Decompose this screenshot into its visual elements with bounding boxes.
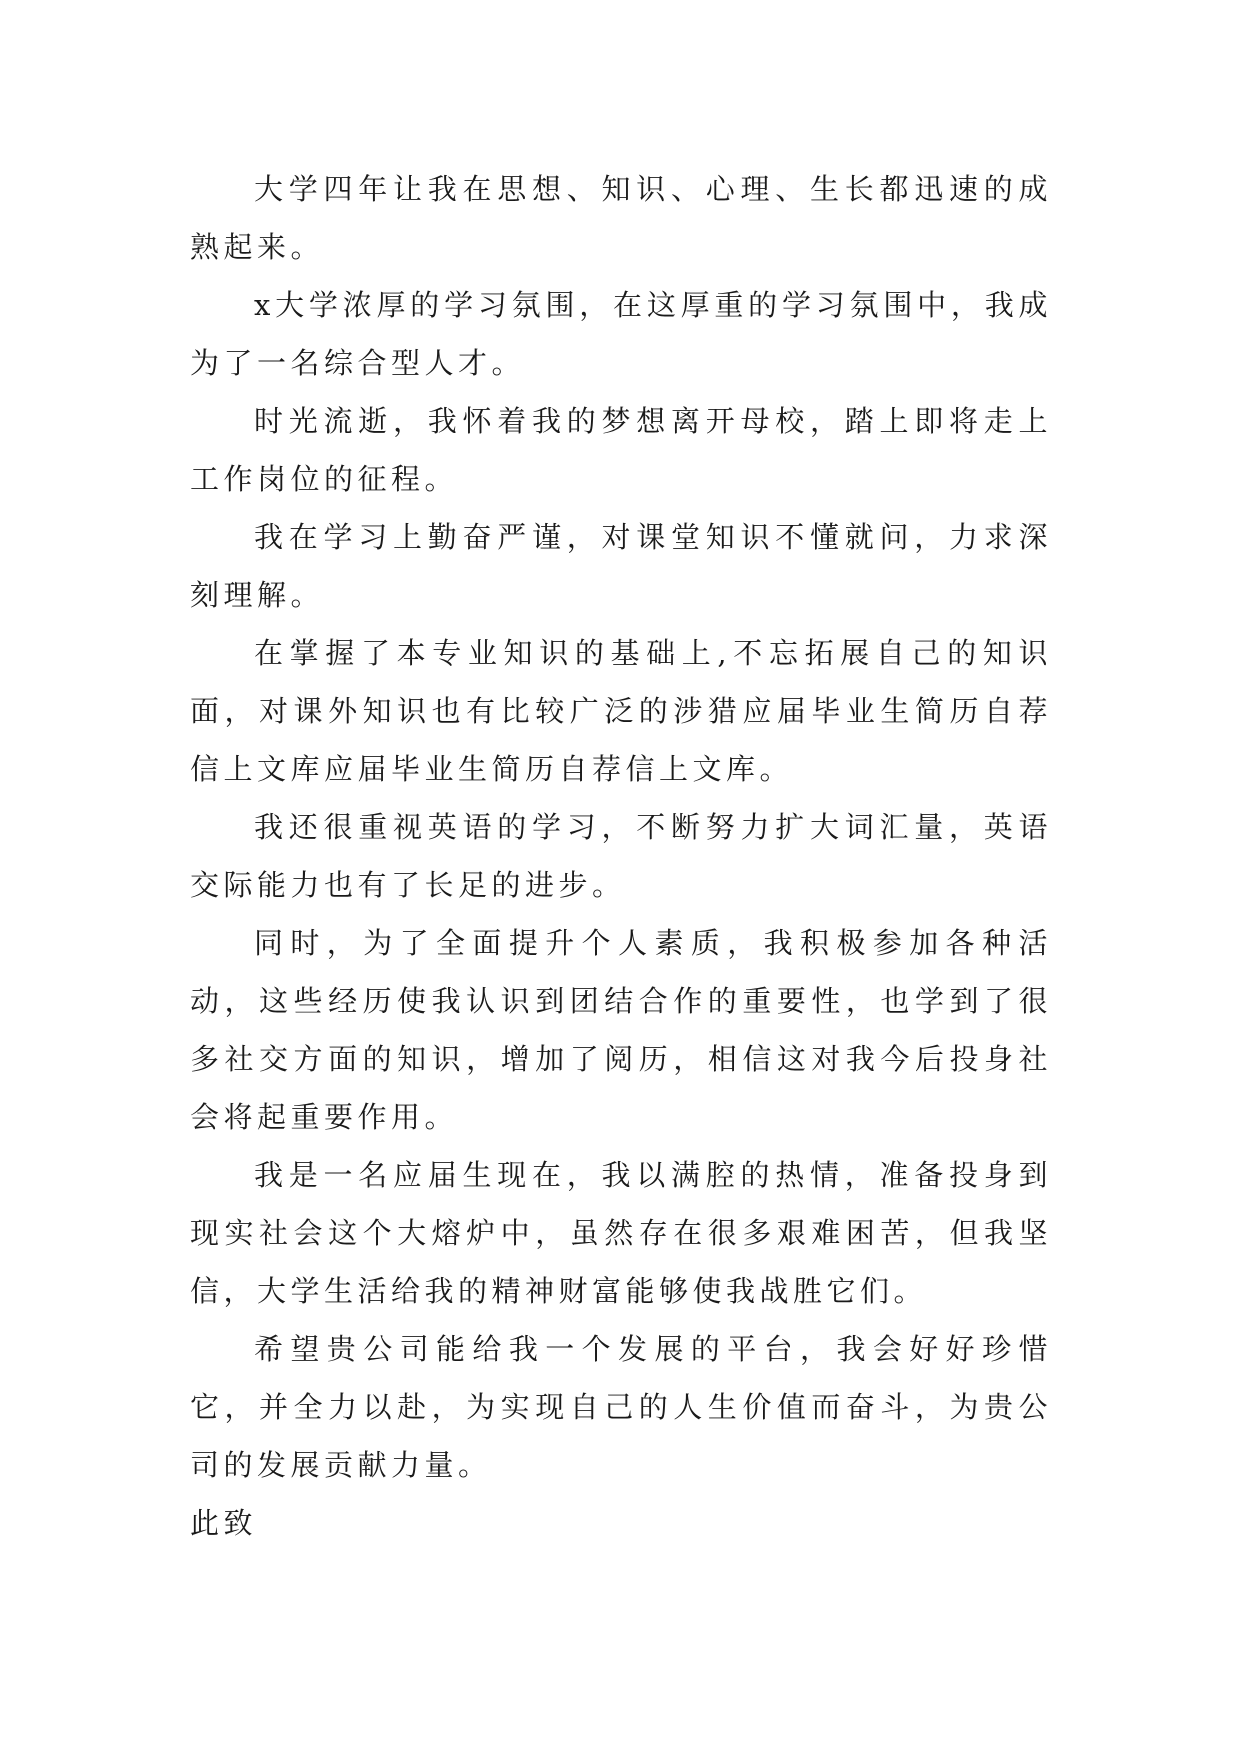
letter-body bbox=[190, 160, 1052, 1552]
paragraph-6: 我还很重视英语的学习，不断努力扩大词汇量，英语交际能力也有了长足的进步。 bbox=[190, 810, 1052, 902]
paragraph-9: 希望贵公司能给我一个发展的平台，我会好好珍惜它，并全力以赴，为实现自己的人生价值而奋斗，为贵公司的发展贡献力量。 bbox=[190, 1332, 1052, 1482]
paragraph-2: x大学浓厚的学习氛围，在这厚重的学习氛围中，我成为了一名综合型人才。 bbox=[190, 288, 1052, 380]
paragraph-1: 大学四年让我在思想、知识、心理、生长都迅速的成熟起来。 bbox=[190, 172, 1052, 264]
paragraph-8: 我是一名应届生现在，我以满腔的热情，准备投身到现实社会这个大熔炉中，虽然存在很多艰难困苦，但我坚信，大学生活给我的精神财富能够使我战胜它们。 bbox=[190, 1158, 1052, 1308]
paragraph-4: 我在学习上勤奋严谨，对课堂知识不懂就问，力求深刻理解。 bbox=[190, 520, 1052, 612]
paragraph-5: 在掌握了本专业知识的基础上,不忘拓展自己的知识面，对课外知识也有比较广泛的涉猎应届毕业生简历自荐信上文库应届毕业生简历自荐信上文库。 bbox=[190, 636, 1052, 786]
paragraph-7: 同时，为了全面提升个人素质，我积极参加各种活动，这些经历使我认识到团结合作的重要性，也学到了很多社交方面的知识，增加了阅历，相信这对我今后投身社会将起重要作用。 bbox=[190, 926, 1052, 1134]
paragraph-3: 时光流逝，我怀着我的梦想离开母校，踏上即将走上工作岗位的征程。 bbox=[190, 404, 1052, 496]
closing-salutation: 此致 bbox=[190, 1506, 258, 1540]
